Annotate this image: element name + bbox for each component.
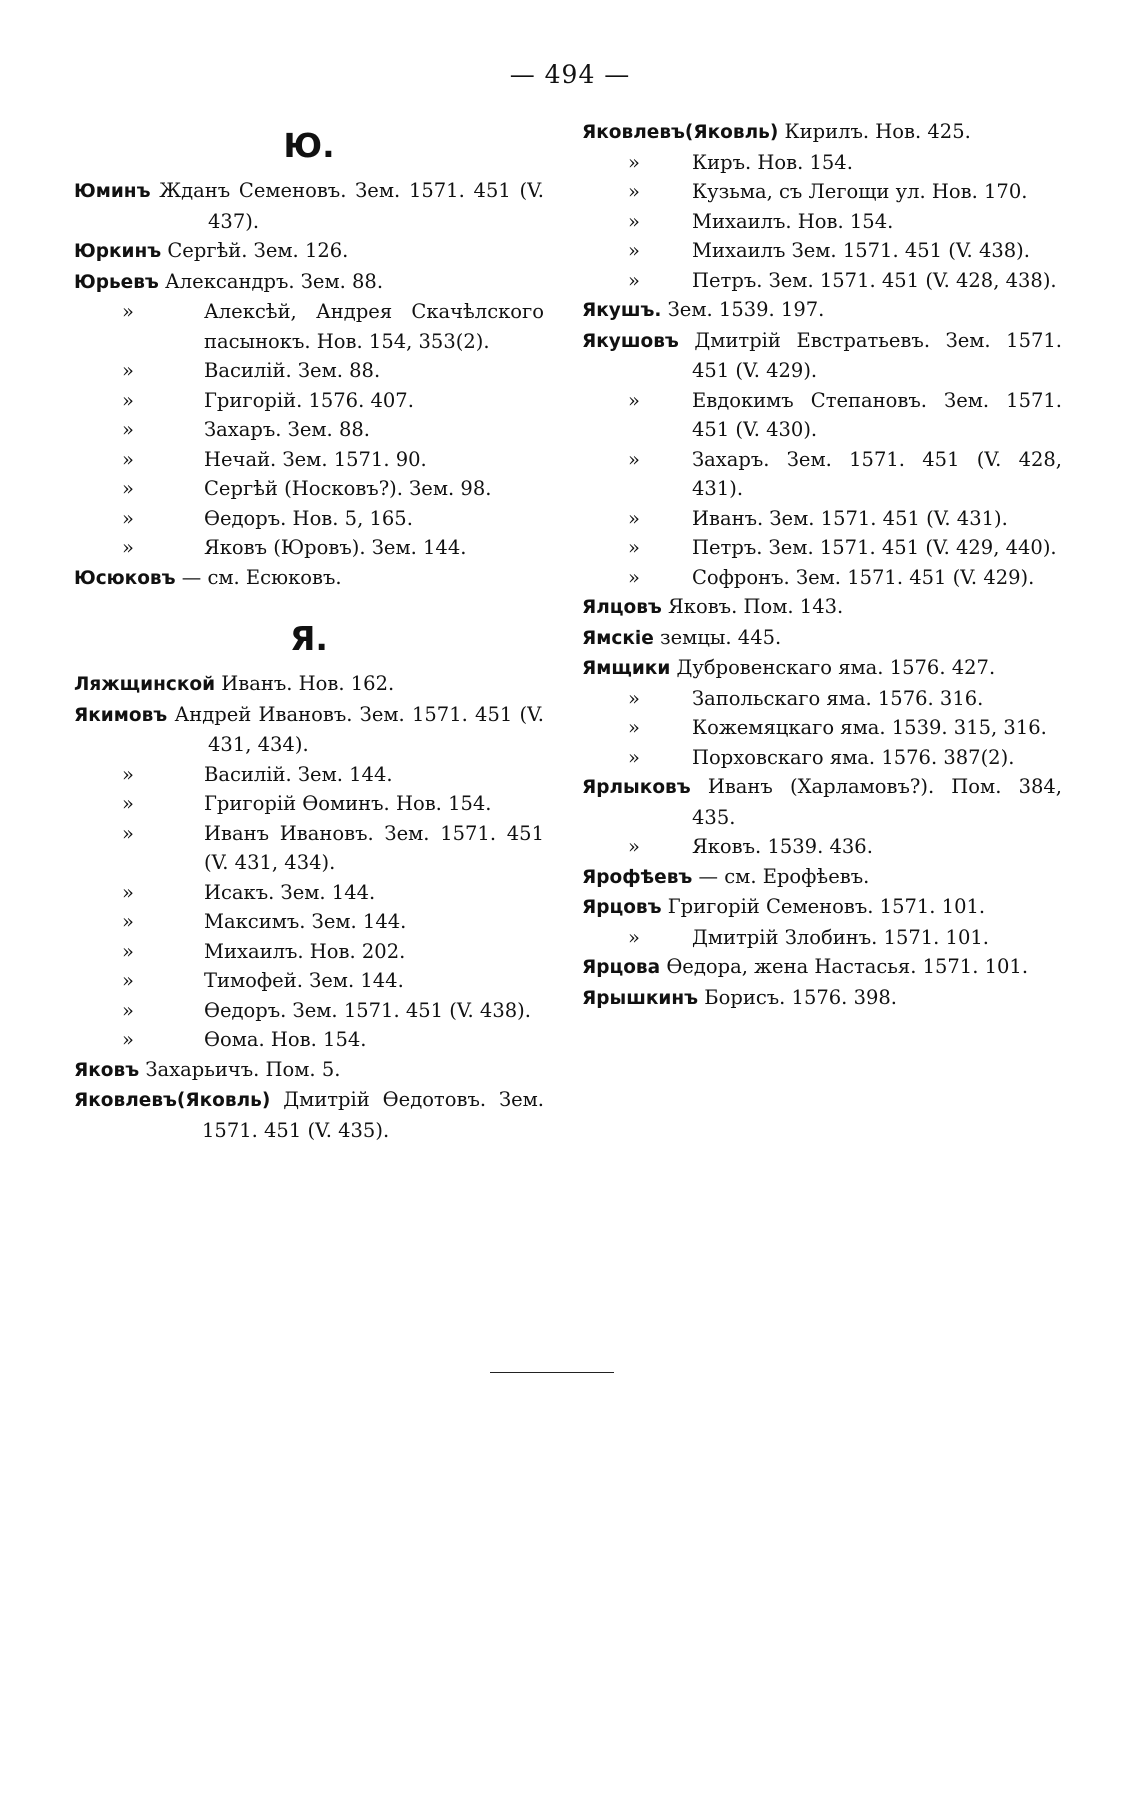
sub-entry-text: Михаилъ Зем. 1571. 451 (V. 438).: [692, 239, 1030, 262]
surname: Ярцова: [582, 957, 661, 978]
surname: Ярофѣевъ: [582, 866, 693, 888]
surname: Ярышкинъ: [582, 987, 699, 1009]
sub-entry: [582, 445, 1062, 504]
entry-text: Зем. 1539. 197.: [667, 298, 825, 321]
sub-entry-text: Дмитрій Злобинъ. 1571. 101.: [692, 925, 989, 949]
sub-entry: [582, 533, 1062, 563]
sub-entry-text: Максимъ. Зем. 144.: [204, 910, 407, 933]
ditto-mark: »: [122, 910, 134, 933]
index-entry-yumin: [74, 176, 544, 236]
sub-entry-text: Алексѣй, Андрея Скачѣлского пасынокъ. Нов. 154, 353(2).: [204, 300, 544, 353]
surname: Якушъ.: [582, 300, 662, 321]
surname: Юминъ: [74, 181, 151, 202]
index-entry-yazhchinskoy: [74, 669, 544, 700]
ditto-mark: »: [628, 925, 640, 949]
sub-entry: [74, 445, 544, 475]
sub-entry: [582, 148, 1062, 178]
ditto-mark: »: [628, 716, 640, 739]
ditto-mark: »: [628, 447, 640, 471]
sub-entry-text: Сергѣй (Носковъ?). Зем. 98.: [204, 477, 492, 500]
index-entry-yakov: [74, 1055, 544, 1086]
sub-entry: [582, 684, 1062, 714]
index-entry-yakush: [582, 295, 1062, 326]
ditto-mark: »: [628, 536, 640, 559]
surname: Ярлыковъ: [582, 777, 691, 798]
ditto-mark: »: [628, 268, 640, 292]
surname: Яковъ: [74, 1059, 140, 1081]
surname: Яковлевъ(Яковль): [74, 1090, 271, 1111]
entry-text: Дмитрій Евстратьевъ. Зем. 1571. 451 (V. 429).: [692, 328, 1063, 382]
ditto-mark: »: [628, 239, 640, 262]
section-heading-ya: Я.: [290, 619, 328, 658]
sub-entry: [582, 563, 1062, 593]
entry-text: Борисъ. 1576. 398.: [704, 985, 897, 1009]
end-rule-divider: [490, 1372, 614, 1373]
index-entry-yakushov: [582, 326, 1062, 386]
sub-entry: [74, 937, 544, 967]
entry-text: Захарьичъ. Пом. 5.: [145, 1057, 341, 1081]
index-entry-yurev: [74, 267, 544, 298]
sub-entry-text: Тимофей. Зем. 144.: [204, 969, 404, 992]
sub-entry-text: Захаръ. Зем. 1571. 451 (V. 428, 431).: [692, 447, 1062, 500]
surname: Якимовъ: [74, 704, 168, 726]
ditto-mark: »: [628, 686, 640, 710]
index-entry-yakimov: [74, 700, 544, 760]
section-heading-yu: Ю.: [283, 126, 335, 165]
ditto-mark: »: [122, 418, 134, 441]
sub-entry-text: Порховскаго яма. 1576. 387(2).: [692, 745, 1015, 769]
ditto-mark: »: [122, 762, 134, 786]
sub-entry-text: Григорій. 1576. 407.: [204, 388, 414, 412]
surname: Ямскіе: [582, 627, 654, 649]
surname: Ярцовъ: [582, 897, 662, 918]
ditto-mark: »: [122, 477, 134, 500]
ditto-mark: »: [122, 939, 134, 963]
sub-entry: [74, 996, 544, 1026]
ditto-mark: »: [122, 792, 134, 815]
index-entry-yaltsov: [582, 592, 1062, 623]
sub-entry-text: Киръ. Нов. 154.: [692, 150, 853, 174]
entry-text: Иванъ. Нов. 162.: [221, 672, 395, 695]
sub-entry: [74, 819, 544, 878]
sub-entry-text: Кожемяцкаго яма. 1539. 315, 316.: [692, 716, 1047, 739]
sub-entry: [582, 743, 1062, 773]
sub-entry: [582, 207, 1062, 237]
sub-entry-text: Исакъ. Зем. 144.: [204, 880, 376, 904]
ditto-mark: »: [122, 388, 134, 412]
sub-entry-text: Ѳедоръ. Нов. 5, 165.: [204, 506, 413, 530]
sub-entry: [74, 474, 544, 504]
right-column: [582, 117, 1062, 1013]
sub-entry: [74, 297, 544, 356]
index-entry-yakovlev-dmitry: [74, 1085, 544, 1145]
ditto-mark: »: [628, 209, 640, 233]
page-number: — 494 —: [509, 60, 631, 89]
sub-entry-text: Яковъ (Юровъ). Зем. 144.: [204, 536, 467, 559]
index-entry-yamskie: [582, 623, 1062, 654]
entry-text: — см. Ерофѣевъ.: [698, 864, 870, 888]
sub-entry: [582, 266, 1062, 296]
sub-entry: [74, 533, 544, 563]
sub-entry: [582, 832, 1062, 862]
ditto-mark: »: [122, 998, 134, 1022]
left-column: [74, 120, 544, 1145]
sub-entry-text: Иванъ Ивановъ. Зем. 1571. 451 (V. 431, 434).: [204, 821, 544, 874]
ditto-mark: »: [122, 359, 134, 382]
entry-text: Григорій Семеновъ. 1571. 101.: [667, 895, 986, 918]
ditto-mark: »: [628, 506, 640, 530]
sub-entry-text: Петръ. Зем. 1571. 451 (V. 429, 440).: [692, 536, 1057, 559]
surname: Ляжщинской: [74, 674, 216, 695]
entry-text: Жданъ Семеновъ. Зем. 1571. 451 (V. 437).: [159, 179, 544, 233]
entry-text: Дмитрій Ѳедотовъ. Зем. 1571. 451 (V. 435).: [202, 1088, 545, 1142]
sub-entry: [74, 789, 544, 819]
ditto-mark: »: [122, 969, 134, 992]
entry-text: Андрей Ивановъ. Зем. 1571. 451 (V. 431, 434).: [174, 702, 544, 756]
sub-entry: [582, 236, 1062, 266]
sub-entry-text: Иванъ. Зем. 1571. 451 (V. 431).: [692, 506, 1008, 530]
ditto-mark: »: [122, 506, 134, 530]
entry-text: Иванъ (Харламовъ?). Пом. 384, 435.: [692, 775, 1062, 829]
ditto-mark: »: [628, 180, 640, 203]
entry-text: Кирилъ. Нов. 425.: [784, 120, 971, 143]
sub-entry: [74, 504, 544, 534]
sub-entry-text: Кузьма, съ Легощи ул. Нов. 170.: [692, 180, 1028, 203]
sub-entry: [74, 356, 544, 386]
sub-entry-text: Василій. Зем. 144.: [204, 762, 393, 786]
entry-text: — см. Есюковъ.: [181, 565, 342, 589]
sub-entry-text: Михаилъ. Нов. 154.: [692, 209, 894, 233]
entry-text: Ѳедора, жена Настасья. 1571. 101.: [666, 955, 1029, 978]
ditto-mark: »: [628, 835, 640, 858]
index-entry-yusyukov: [74, 563, 544, 594]
sub-entry: [582, 386, 1062, 445]
entry-text: Александръ. Зем. 88.: [165, 269, 384, 293]
ditto-mark: »: [628, 388, 640, 412]
entry-text: земцы. 445.: [659, 625, 782, 649]
sub-entry-text: Ѳедоръ. Зем. 1571. 451 (V. 438).: [204, 998, 531, 1022]
surname: Яковлевъ(Яковль): [582, 122, 779, 143]
sub-entry-text: Софронъ. Зем. 1571. 451 (V. 429).: [692, 565, 1035, 589]
sub-entry-text: Василій. Зем. 88.: [204, 359, 381, 382]
ditto-mark: »: [122, 447, 134, 471]
index-entry-yarofeev: [582, 862, 1062, 893]
sub-entry: [582, 923, 1062, 953]
surname: Юркинъ: [74, 241, 162, 262]
ditto-mark: »: [628, 745, 640, 769]
sub-entry: [582, 504, 1062, 534]
sub-entry: [74, 415, 544, 445]
ditto-mark: »: [122, 821, 134, 845]
sub-entry: [582, 177, 1062, 207]
ditto-mark: »: [122, 536, 134, 559]
entry-text: Яковъ. Пом. 143.: [668, 595, 844, 618]
ditto-mark: »: [628, 150, 640, 174]
index-entry-yamshchiki: [582, 653, 1062, 684]
sub-entry-text: Нечай. Зем. 1571. 90.: [204, 447, 427, 471]
sub-entry-text: Запольскаго яма. 1576. 316.: [692, 686, 984, 710]
entry-text: Сергѣй. Зем. 126.: [167, 239, 349, 262]
sub-entry-text: Захаръ. Зем. 88.: [204, 418, 370, 441]
sub-entry: [74, 907, 544, 937]
ditto-mark: »: [122, 300, 134, 323]
sub-entry-text: Яковъ. 1539. 436.: [692, 835, 873, 858]
entry-text: Дубровенскаго яма. 1576. 427.: [676, 656, 996, 679]
sub-entry-text: Евдокимъ Степановъ. Зем. 1571. 451 (V. 430).: [692, 388, 1062, 441]
index-entry-yartsova: [582, 952, 1062, 983]
sub-entry: [74, 1025, 544, 1055]
sub-entry: [74, 760, 544, 790]
surname: Юсюковъ: [74, 567, 176, 589]
ditto-mark: »: [628, 565, 640, 589]
sub-entry: [74, 878, 544, 908]
index-entry-yartsov: [582, 892, 1062, 923]
index-entry-yurkin: [74, 236, 544, 267]
sub-entry-text: Григорій Ѳоминъ. Нов. 154.: [204, 792, 492, 815]
sub-entry-text: Ѳома. Нов. 154.: [204, 1028, 367, 1051]
sub-entry: [582, 713, 1062, 743]
ditto-mark: »: [122, 1028, 134, 1051]
surname: Якушовъ: [582, 330, 679, 352]
surname: Ялцовъ: [582, 597, 662, 618]
index-entry-yarlykov: [582, 772, 1062, 832]
sub-entry-text: Петръ. Зем. 1571. 451 (V. 428, 438).: [692, 268, 1057, 292]
surname: Юрьевъ: [74, 271, 159, 293]
surname: Ямщики: [582, 658, 671, 679]
index-entry-yakovlev-kiril: [582, 117, 1062, 148]
index-entry-yaryshkin: [582, 983, 1062, 1014]
sub-entry-text: Михаилъ. Нов. 202.: [204, 939, 406, 963]
sub-entry: [74, 966, 544, 996]
sub-entry: [74, 386, 544, 416]
ditto-mark: »: [122, 880, 134, 904]
